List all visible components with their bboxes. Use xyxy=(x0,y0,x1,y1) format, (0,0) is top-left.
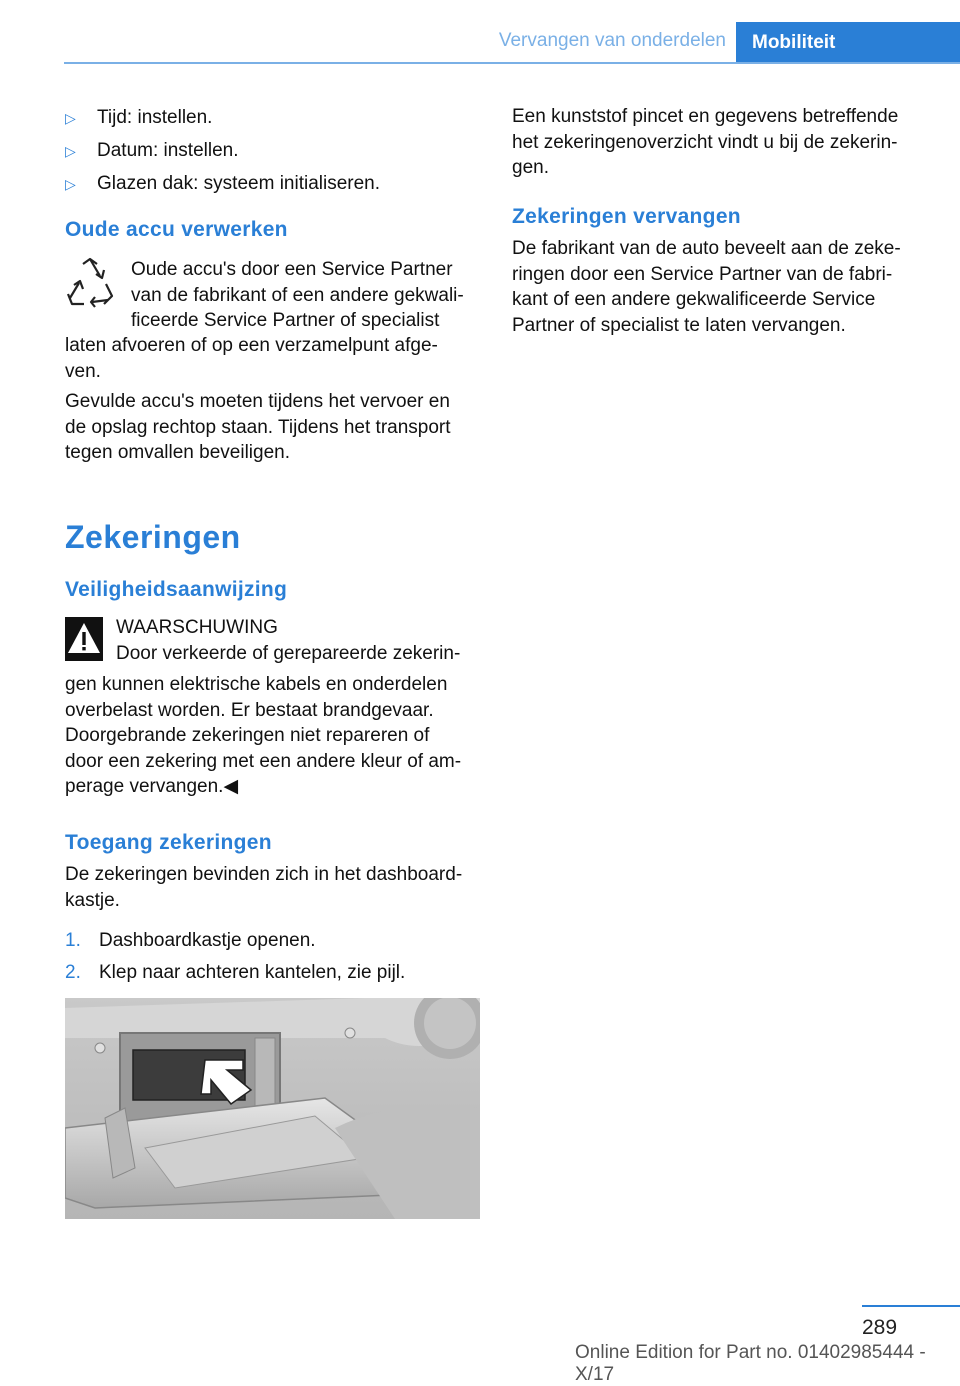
list-item: 2. Klep naar achteren kantelen, zie pijl. xyxy=(65,962,406,983)
warning-triangle-icon xyxy=(65,617,103,661)
section-heading: Veiligheidsaanwijzing xyxy=(65,578,288,601)
battery-paragraph-1-tail: laten afvoeren of op een verzamelpunt afge‐ ven. xyxy=(65,335,438,382)
footer-rule xyxy=(862,1305,960,1307)
running-header-tab: Mobiliteit xyxy=(736,22,960,62)
list-item: ▷ Glazen dak: systeem initialiseren. xyxy=(65,171,380,198)
list-item: 1. Dashboardkastje openen. xyxy=(65,930,316,951)
section-heading: Zekeringen vervangen xyxy=(512,205,741,228)
recycling-icon xyxy=(66,256,114,310)
access-paragraph: De zekeringen bevinden zich in het dashboard‐ kastje. xyxy=(65,864,463,911)
list-item: ▷ Tijd: instellen. xyxy=(65,105,212,132)
warning-body: gen kunnen elektrische kabels en onderdelen overbelast worden. Er bestaat brandgevaar. Doorgebrande zekeringen niet repareren of door een zekering met een andere kleur of am‐ perage vervangen.◀ xyxy=(65,674,462,797)
warning-title: WAARSCHUWING xyxy=(116,617,278,638)
bullet-triangle-icon: ▷ xyxy=(65,176,76,192)
glovebox-illustration xyxy=(65,998,480,1219)
replace-paragraph: De fabrikant van de auto beveelt aan de zeke‐ ringen door een Service Partner van de fabri‐ kant of een andere gekwalificeerde Service Partner of specialist te laten vervangen. xyxy=(512,238,901,336)
page-number: 289 xyxy=(862,1316,898,1339)
bullet-triangle-icon: ▷ xyxy=(65,110,76,126)
battery-paragraph-1: Oude accu's door een Service Partner van de fabrikant of een andere gekwali‐ ficeerde Service Partner of specialist xyxy=(131,259,464,331)
warning-head: WAARSCHUWING Door verkeerde of gerepareerde zekerin‐ xyxy=(116,615,486,666)
chapter-heading: Zekeringen xyxy=(65,519,241,555)
section-heading: Toegang zekeringen xyxy=(65,831,272,854)
running-header-section: Vervangen van onderdelen xyxy=(498,30,726,51)
header-rule xyxy=(64,62,960,64)
battery-paragraph-2: Gevulde accu's moeten tijdens het vervoer en de opslag rechtop staan. Tijdens het transport tegen omvallen beveiligen. xyxy=(65,391,451,463)
edition-note: Online Edition for Part no. 01402985444 - X/17 xyxy=(575,1342,926,1385)
section-heading: Oude accu verwerken xyxy=(65,218,288,241)
bullet-triangle-icon: ▷ xyxy=(65,143,76,159)
list-item: ▷ Datum: instellen. xyxy=(65,138,239,165)
intro-paragraph: Een kunststof pincet en gegevens betreffende het zekeringenoverzicht vindt u bij de zekerin‐ gen. xyxy=(512,106,899,178)
